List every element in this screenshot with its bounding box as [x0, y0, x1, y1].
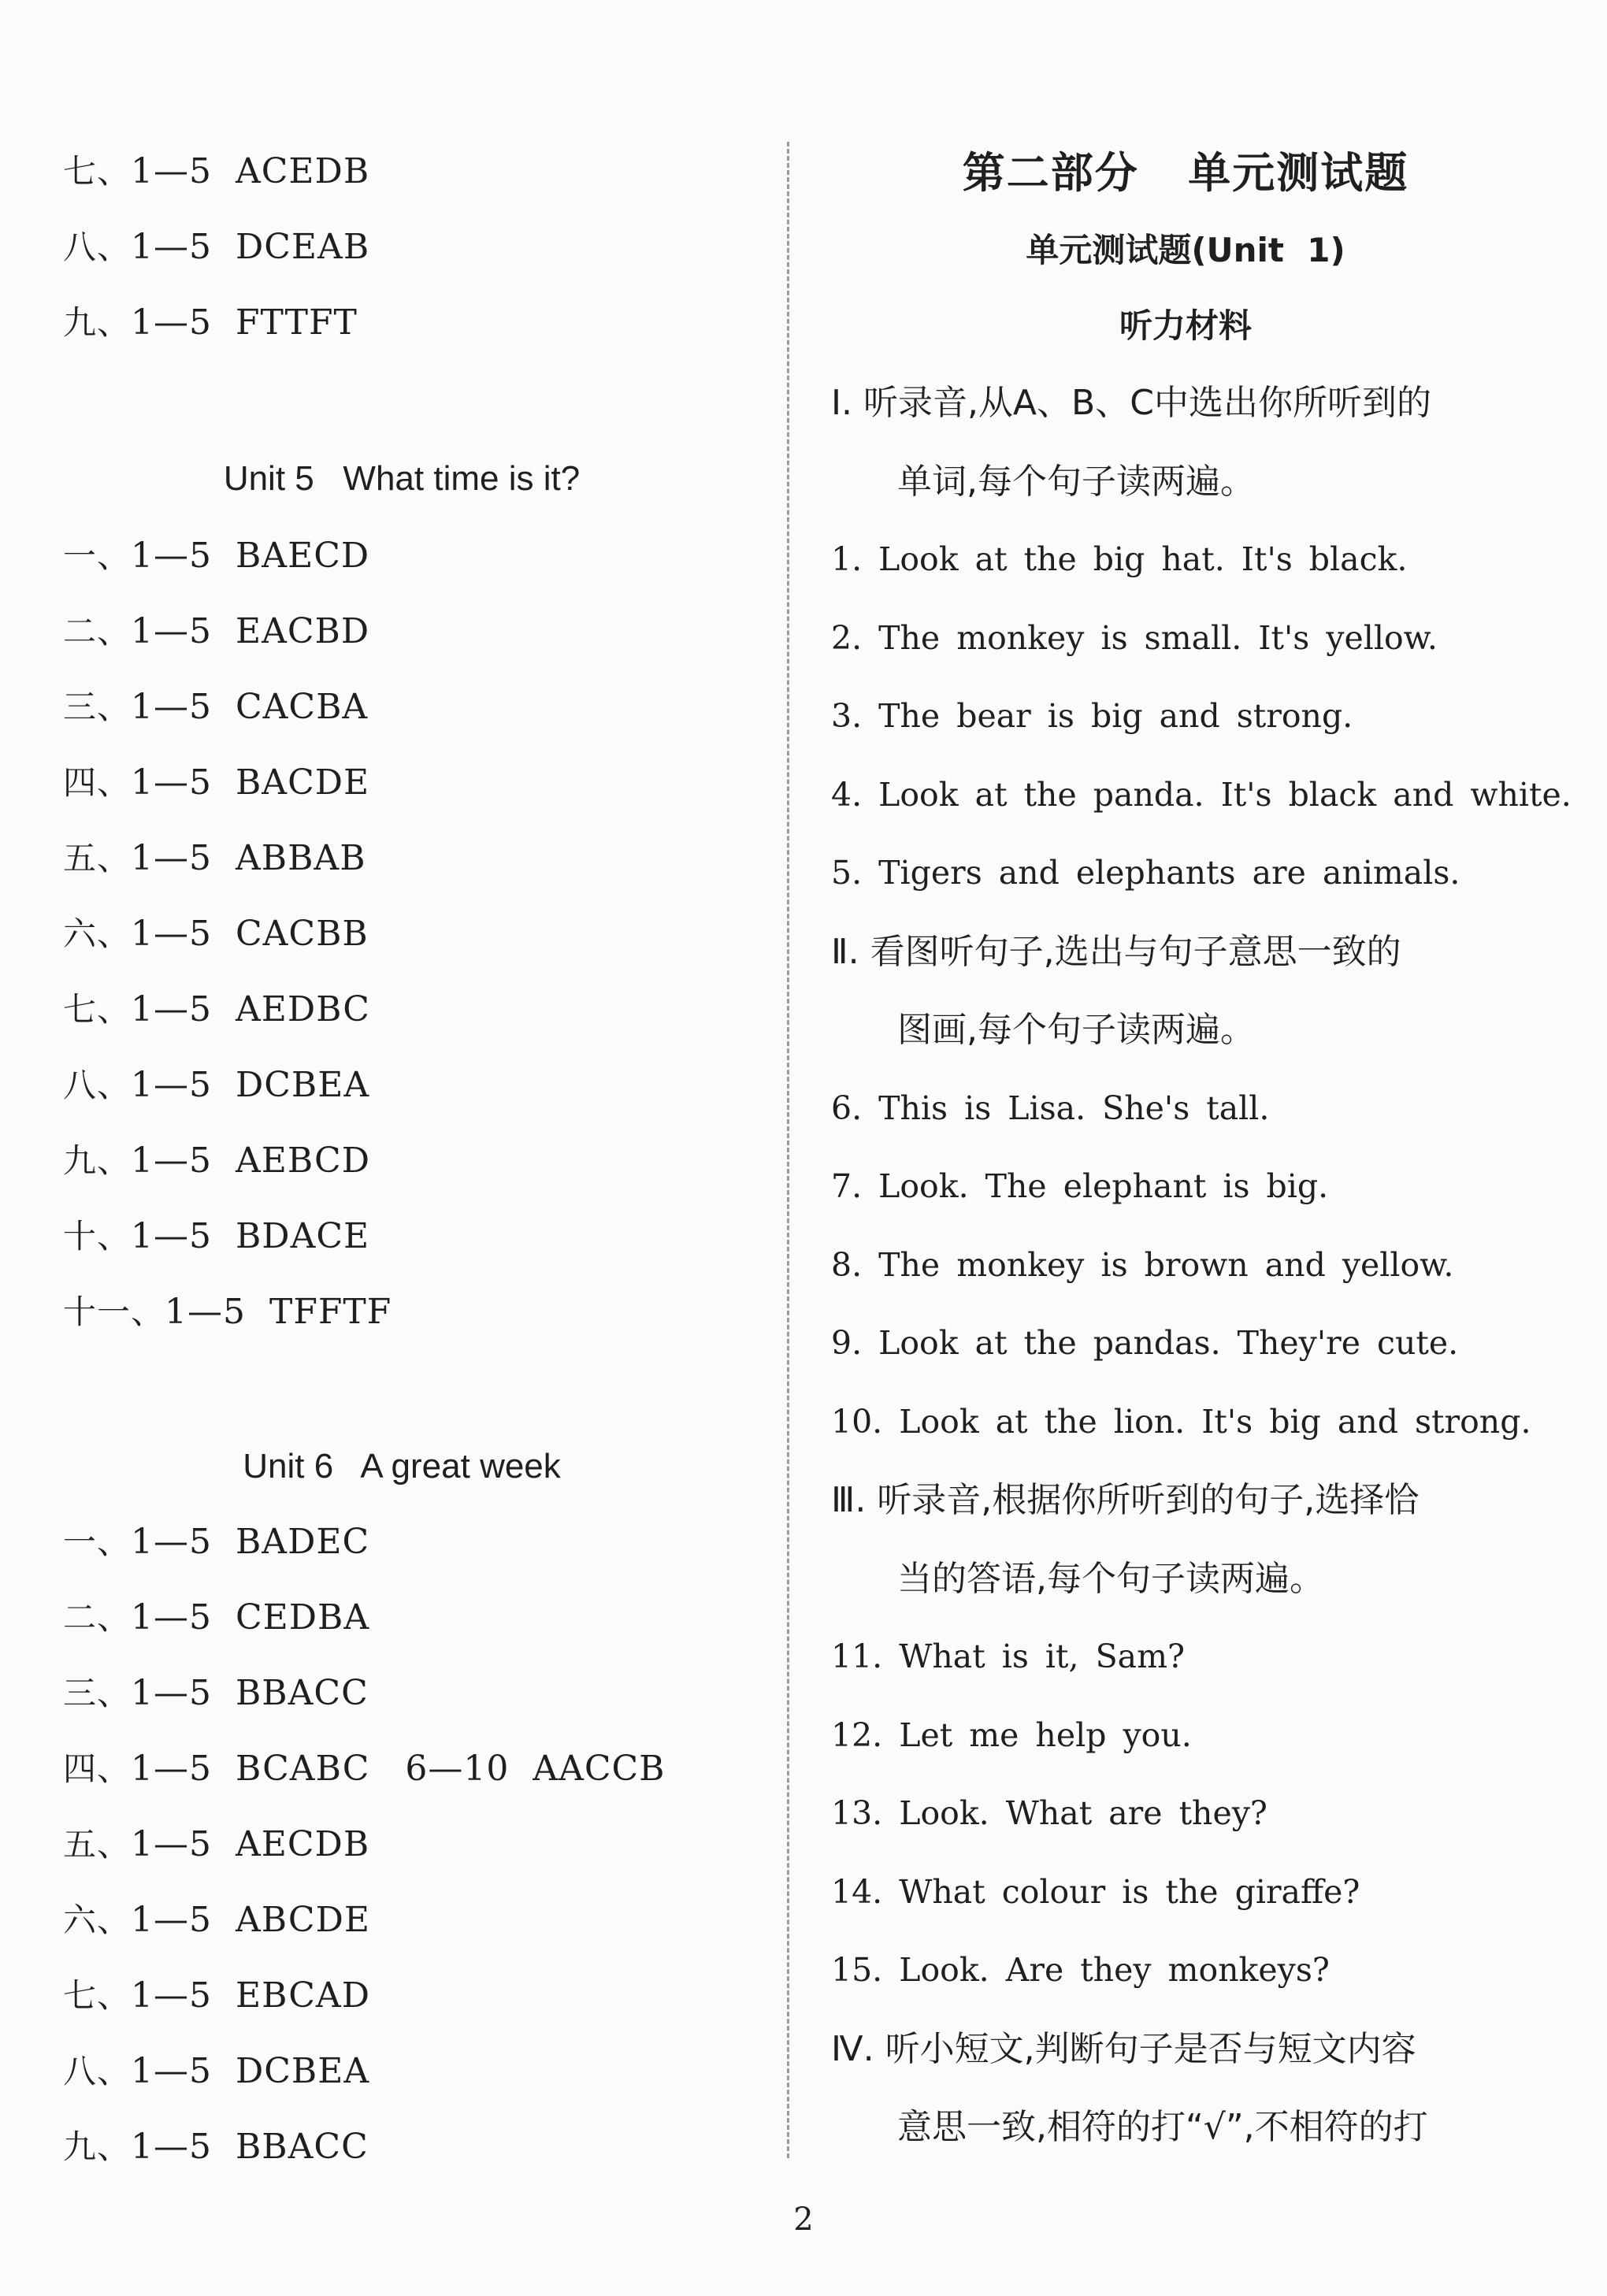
section-heading: Ⅰ. 听录音,从A、B、C中选出你所听到的	[831, 383, 1431, 423]
listening-item: 12. Let me help you.	[831, 1716, 1192, 1754]
unit6-section	[63, 1429, 756, 2185]
answer-line: 十、1—5 BDACE	[63, 1216, 370, 1256]
answer-line: 四、1—5 BACDE	[63, 762, 370, 803]
section-heading-cont: 图画,每个句子读两遍。	[897, 1010, 1255, 1050]
section-4	[831, 2010, 1540, 2167]
answer-line: 八、1—5 DCBEA	[63, 2051, 370, 2091]
section-3	[831, 1461, 1540, 2010]
column-divider	[787, 142, 789, 2158]
answer-line: 一、1—5 BADEC	[63, 1522, 370, 1562]
answer-line: 十一、1—5 TFFTF	[63, 1292, 392, 1332]
answer-line: 七、1—5 ACEDB	[63, 151, 370, 191]
left-column	[63, 134, 756, 2185]
page-number: 2	[793, 2201, 814, 2238]
listening-material-title: 听力材料	[1119, 306, 1252, 345]
right-column	[831, 134, 1572, 2167]
answer-line: 九、1—5 FTTFT	[63, 302, 358, 343]
listening-item: 1. Look at the big hat. It's black.	[831, 540, 1408, 578]
unit5-section	[63, 440, 756, 1350]
answer-line: 二、1—5 EACBD	[63, 611, 370, 651]
part-title: 第二部分 单元测试题	[962, 148, 1409, 198]
answer-line: 三、1—5 BBACC	[63, 1673, 369, 1713]
unit4-answers-tail	[63, 134, 756, 361]
section-heading: Ⅱ. 看图听句子,选出与句子意思一致的	[831, 931, 1401, 972]
listening-item: 5. Tigers and elephants are animals.	[831, 854, 1460, 892]
answer-line: 五、1—5 ABBAB	[63, 838, 366, 878]
answer-line: 九、1—5 AEBCD	[63, 1141, 370, 1181]
answer-line: 九、1—5 BBACC	[63, 2127, 369, 2167]
section-heading-cont: 意思一致,相符的打“√”,不相符的打	[897, 2107, 1428, 2147]
listening-item: 6. This is Lisa. She's tall.	[831, 1089, 1270, 1127]
section-heading-cont: 当的答语,每个句子读两遍。	[897, 1558, 1324, 1599]
listening-item: 3. The bear is big and strong.	[831, 697, 1353, 735]
section-heading-cont: 单词,每个句子读两遍。	[897, 461, 1255, 502]
answer-line: 六、1—5 ABCDE	[63, 1900, 370, 1940]
answer-line: 五、1—5 AECDB	[63, 1824, 370, 1864]
listening-item: 4. Look at the panda. It's black and white.	[831, 775, 1572, 814]
answer-line: 一、1—5 BAECD	[63, 536, 370, 576]
listening-item: 10. Look at the lion. It's big and strong.	[831, 1402, 1531, 1441]
unit-test-title: 单元测试题(Unit 1)	[1026, 231, 1345, 269]
listening-item: 14. What colour is the giraffe?	[831, 1872, 1360, 1911]
answer-line: 八、1—5 DCEAB	[63, 227, 370, 267]
listening-item: 15. Look. Are they monkeys?	[831, 1951, 1330, 1989]
section-heading: Ⅲ. 听录音,根据你所听到的句子,选择恰	[831, 1480, 1420, 1520]
spacer	[63, 1350, 756, 1429]
answer-line: 三、1—5 CACBA	[63, 687, 369, 727]
answer-line: 八、1—5 DCBEA	[63, 1065, 370, 1105]
listening-item: 2. The monkey is small. It's yellow.	[831, 618, 1438, 657]
answer-line: 七、1—5 EBCAD	[63, 1975, 370, 2016]
listening-item: 9. Look at the pandas. They're cute.	[831, 1324, 1459, 1362]
listening-item: 11. What is it, Sam?	[831, 1638, 1185, 1675]
section-1	[831, 364, 1572, 913]
answer-line: 六、1—5 CACBB	[63, 914, 369, 954]
listening-item: 13. Look. What are they?	[831, 1794, 1267, 1832]
section-heading: Ⅳ. 听小短文,判断句子是否与短文内容	[831, 2028, 1416, 2069]
spacer	[63, 361, 756, 440]
listening-item: 8. The monkey is brown and yellow.	[831, 1245, 1454, 1284]
unit5-title: Unit 5 What time is it?	[223, 459, 581, 498]
answer-line: 二、1—5 CEDBA	[63, 1597, 370, 1638]
answer-line: 四、1—5 BCABC 6—10 AACCB	[63, 1749, 666, 1789]
listening-item: 7. Look. The elephant is big.	[831, 1167, 1329, 1205]
unit6-title: Unit 6 A great week	[243, 1447, 561, 1486]
answer-line: 七、1—5 AEDBC	[63, 989, 370, 1029]
section-2	[831, 913, 1540, 1462]
